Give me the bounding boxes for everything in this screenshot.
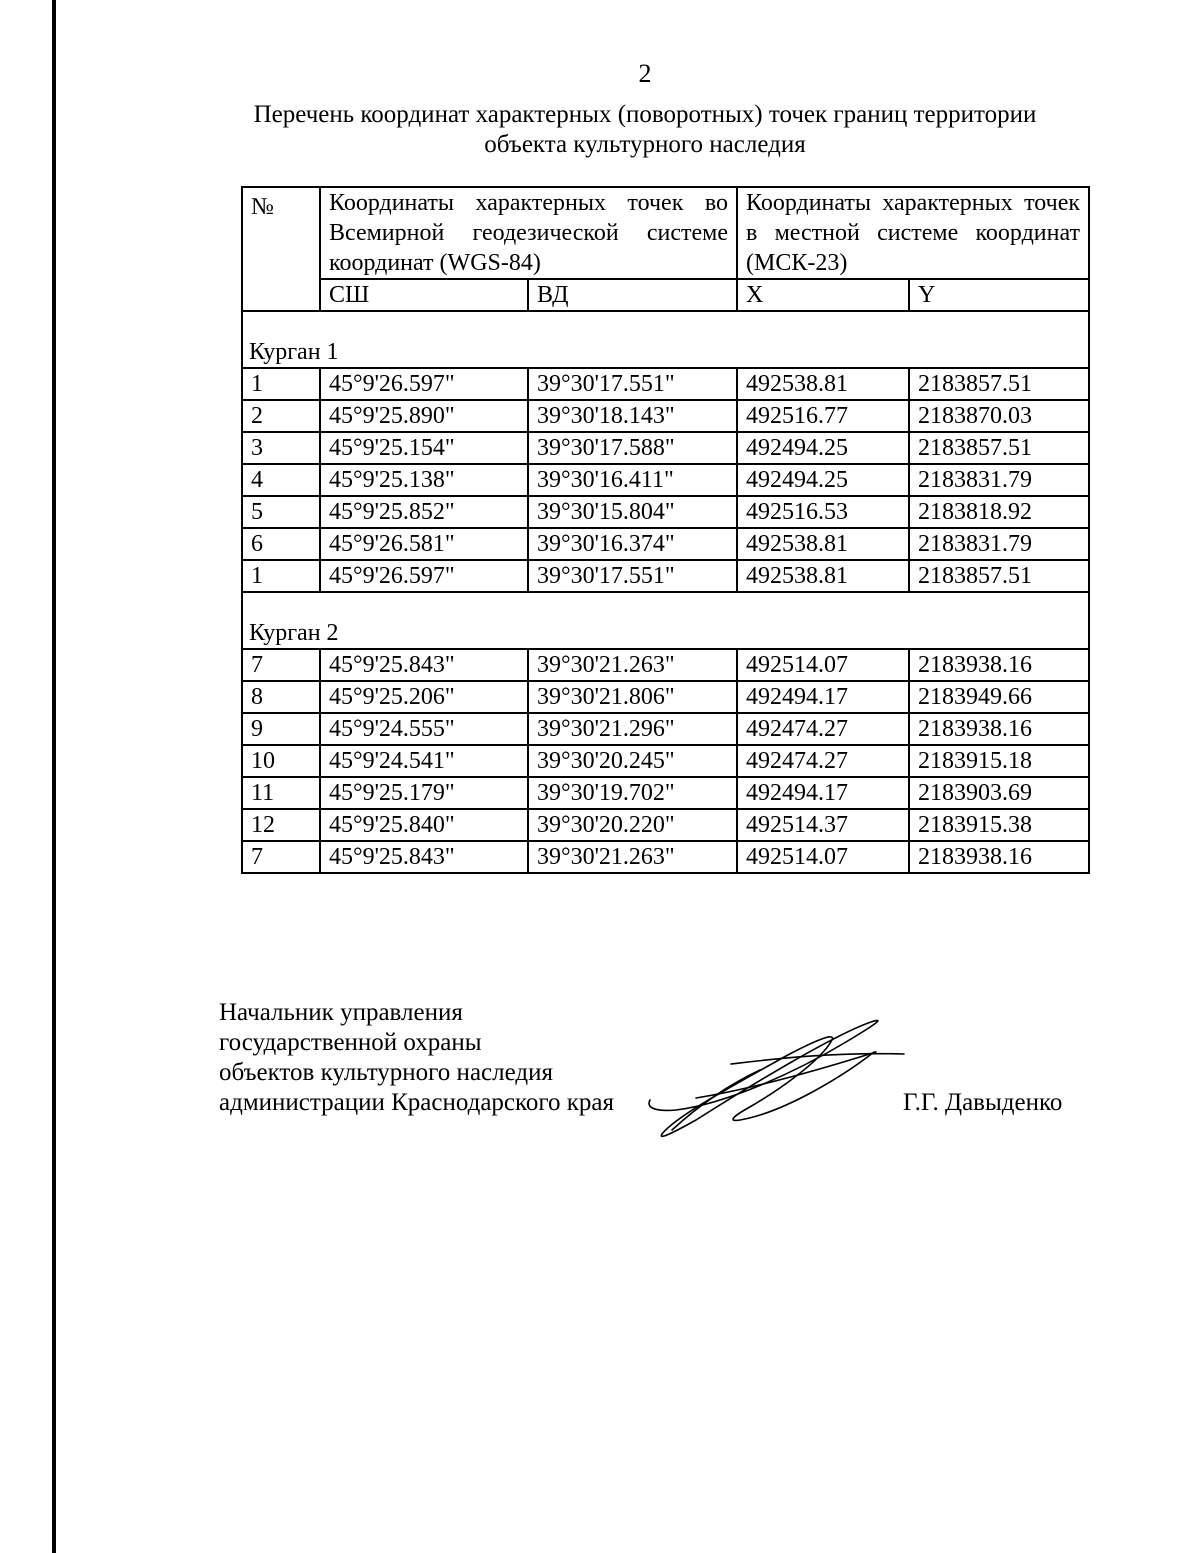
latitude-cell: 45°9'25.840": [320, 809, 528, 841]
table-row: [242, 681, 1089, 713]
group-row: [242, 311, 1089, 368]
longitude-cell: 39°30'17.551": [528, 368, 737, 400]
latitude-cell: 45°9'25.138": [320, 464, 528, 496]
signatory-position-line-3: объектов культурного наследия: [219, 1059, 553, 1086]
y-coordinate-cell: 2183938.16: [909, 713, 1089, 745]
document-title: [200, 100, 1090, 160]
y-coordinate-cell: 2183818.92: [909, 496, 1089, 528]
x-coordinate-cell: 492494.17: [737, 777, 909, 809]
longitude-cell: 39°30'18.143": [528, 400, 737, 432]
table-row: [242, 496, 1089, 528]
longitude-cell: 39°30'21.263": [528, 649, 737, 681]
y-coordinate-cell: 2183857.51: [909, 560, 1089, 592]
latitude-cell: 45°9'26.597": [320, 368, 528, 400]
longitude-cell: 39°30'16.374": [528, 528, 737, 560]
longitude-cell: 39°30'17.551": [528, 560, 737, 592]
y-coordinate-cell: 2183870.03: [909, 400, 1089, 432]
point-number-cell: 3: [242, 432, 320, 464]
x-coordinate-cell: 492494.25: [737, 464, 909, 496]
signatory-position: [219, 998, 614, 1118]
table-row: [242, 841, 1089, 873]
latitude-cell: 45°9'25.852": [320, 496, 528, 528]
x-coordinate-cell: 492514.07: [737, 841, 909, 873]
y-coordinate-cell: 2183915.38: [909, 809, 1089, 841]
latitude-cell: 45°9'25.179": [320, 777, 528, 809]
y-coordinate-cell: 2183949.66: [909, 681, 1089, 713]
y-coordinate-cell: 2183915.18: [909, 745, 1089, 777]
latitude-cell: 45°9'26.597": [320, 560, 528, 592]
table-row: [242, 368, 1089, 400]
group-label: Курган 2: [242, 592, 1089, 649]
table-row: [242, 528, 1089, 560]
coordinates-table: [241, 186, 1090, 874]
x-coordinate-cell: 492474.27: [737, 745, 909, 777]
x-coordinate-cell: 492514.37: [737, 809, 909, 841]
point-number-cell: 12: [242, 809, 320, 841]
signatory-position-line-1: Начальник управления: [219, 999, 463, 1026]
column-header-longitude: ВД: [528, 279, 737, 311]
longitude-cell: 39°30'17.588": [528, 432, 737, 464]
longitude-cell: 39°30'20.220": [528, 809, 737, 841]
x-coordinate-cell: 492538.81: [737, 368, 909, 400]
table-row: [242, 809, 1089, 841]
x-coordinate-cell: 492516.53: [737, 496, 909, 528]
latitude-cell: 45°9'26.581": [320, 528, 528, 560]
latitude-cell: 45°9'25.154": [320, 432, 528, 464]
table-row: [242, 649, 1089, 681]
point-number-cell: 1: [242, 560, 320, 592]
point-number-cell: 8: [242, 681, 320, 713]
point-number-cell: 1: [242, 368, 320, 400]
x-coordinate-cell: 492494.25: [737, 432, 909, 464]
coordinates-table-body: [242, 187, 1089, 873]
latitude-cell: 45°9'25.890": [320, 400, 528, 432]
x-coordinate-cell: 492474.27: [737, 713, 909, 745]
y-coordinate-cell: 2183857.51: [909, 368, 1089, 400]
table-row: [242, 400, 1089, 432]
page-edge-rule: [52, 0, 56, 1553]
handwritten-signature: [636, 1012, 916, 1150]
point-number-cell: 4: [242, 464, 320, 496]
latitude-cell: 45°9'25.206": [320, 681, 528, 713]
point-number-cell: 11: [242, 777, 320, 809]
longitude-cell: 39°30'15.804": [528, 496, 737, 528]
column-header-number: №: [242, 187, 320, 311]
point-number-cell: 7: [242, 841, 320, 873]
y-coordinate-cell: 2183903.69: [909, 777, 1089, 809]
document-title-line-1: Перечень координат характерных (поворотных) точек границ территории: [253, 101, 1037, 128]
table-subheader-row: [242, 279, 1089, 311]
latitude-cell: 45°9'24.555": [320, 713, 528, 745]
column-header-latitude: СШ: [320, 279, 528, 311]
longitude-cell: 39°30'21.806": [528, 681, 737, 713]
x-coordinate-cell: 492494.17: [737, 681, 909, 713]
signatory-name: Г.Г. Давыденко: [903, 1089, 1063, 1116]
point-number-cell: 6: [242, 528, 320, 560]
y-coordinate-cell: 2183938.16: [909, 841, 1089, 873]
latitude-cell: 45°9'25.843": [320, 649, 528, 681]
point-number-cell: 10: [242, 745, 320, 777]
x-coordinate-cell: 492514.07: [737, 649, 909, 681]
longitude-cell: 39°30'16.411": [528, 464, 737, 496]
table-row: [242, 777, 1089, 809]
group-row: [242, 592, 1089, 649]
longitude-cell: 39°30'21.263": [528, 841, 737, 873]
x-coordinate-cell: 492538.81: [737, 528, 909, 560]
point-number-cell: 2: [242, 400, 320, 432]
signatory-position-line-4: администрации Краснодарского края: [219, 1089, 615, 1116]
column-header-x: X: [737, 279, 909, 311]
table-row: [242, 713, 1089, 745]
group-label: Курган 1: [242, 311, 1089, 368]
longitude-cell: 39°30'20.245": [528, 745, 737, 777]
x-coordinate-cell: 492516.77: [737, 400, 909, 432]
table-row: [242, 560, 1089, 592]
column-header-wgs84: Координаты характерных точек во Всемирной геодезической системе координат (WGS-84): [320, 187, 737, 279]
column-header-y: Y: [909, 279, 1089, 311]
page-number: 2: [638, 59, 652, 88]
table-row: [242, 464, 1089, 496]
point-number-cell: 9: [242, 713, 320, 745]
point-number-cell: 5: [242, 496, 320, 528]
table-row: [242, 432, 1089, 464]
y-coordinate-cell: 2183938.16: [909, 649, 1089, 681]
table-row: [242, 745, 1089, 777]
longitude-cell: 39°30'19.702": [528, 777, 737, 809]
latitude-cell: 45°9'25.843": [320, 841, 528, 873]
document-title-line-2: объекта культурного наследия: [484, 131, 806, 158]
y-coordinate-cell: 2183857.51: [909, 432, 1089, 464]
latitude-cell: 45°9'24.541": [320, 745, 528, 777]
column-header-msk23: Координаты характерных точек в местной системе координат (МСК-23): [737, 187, 1089, 279]
table-header-row: [242, 187, 1089, 279]
x-coordinate-cell: 492538.81: [737, 560, 909, 592]
y-coordinate-cell: 2183831.79: [909, 464, 1089, 496]
signatory-position-line-2: государственной охраны: [219, 1029, 482, 1056]
longitude-cell: 39°30'21.296": [528, 713, 737, 745]
point-number-cell: 7: [242, 649, 320, 681]
y-coordinate-cell: 2183831.79: [909, 528, 1089, 560]
